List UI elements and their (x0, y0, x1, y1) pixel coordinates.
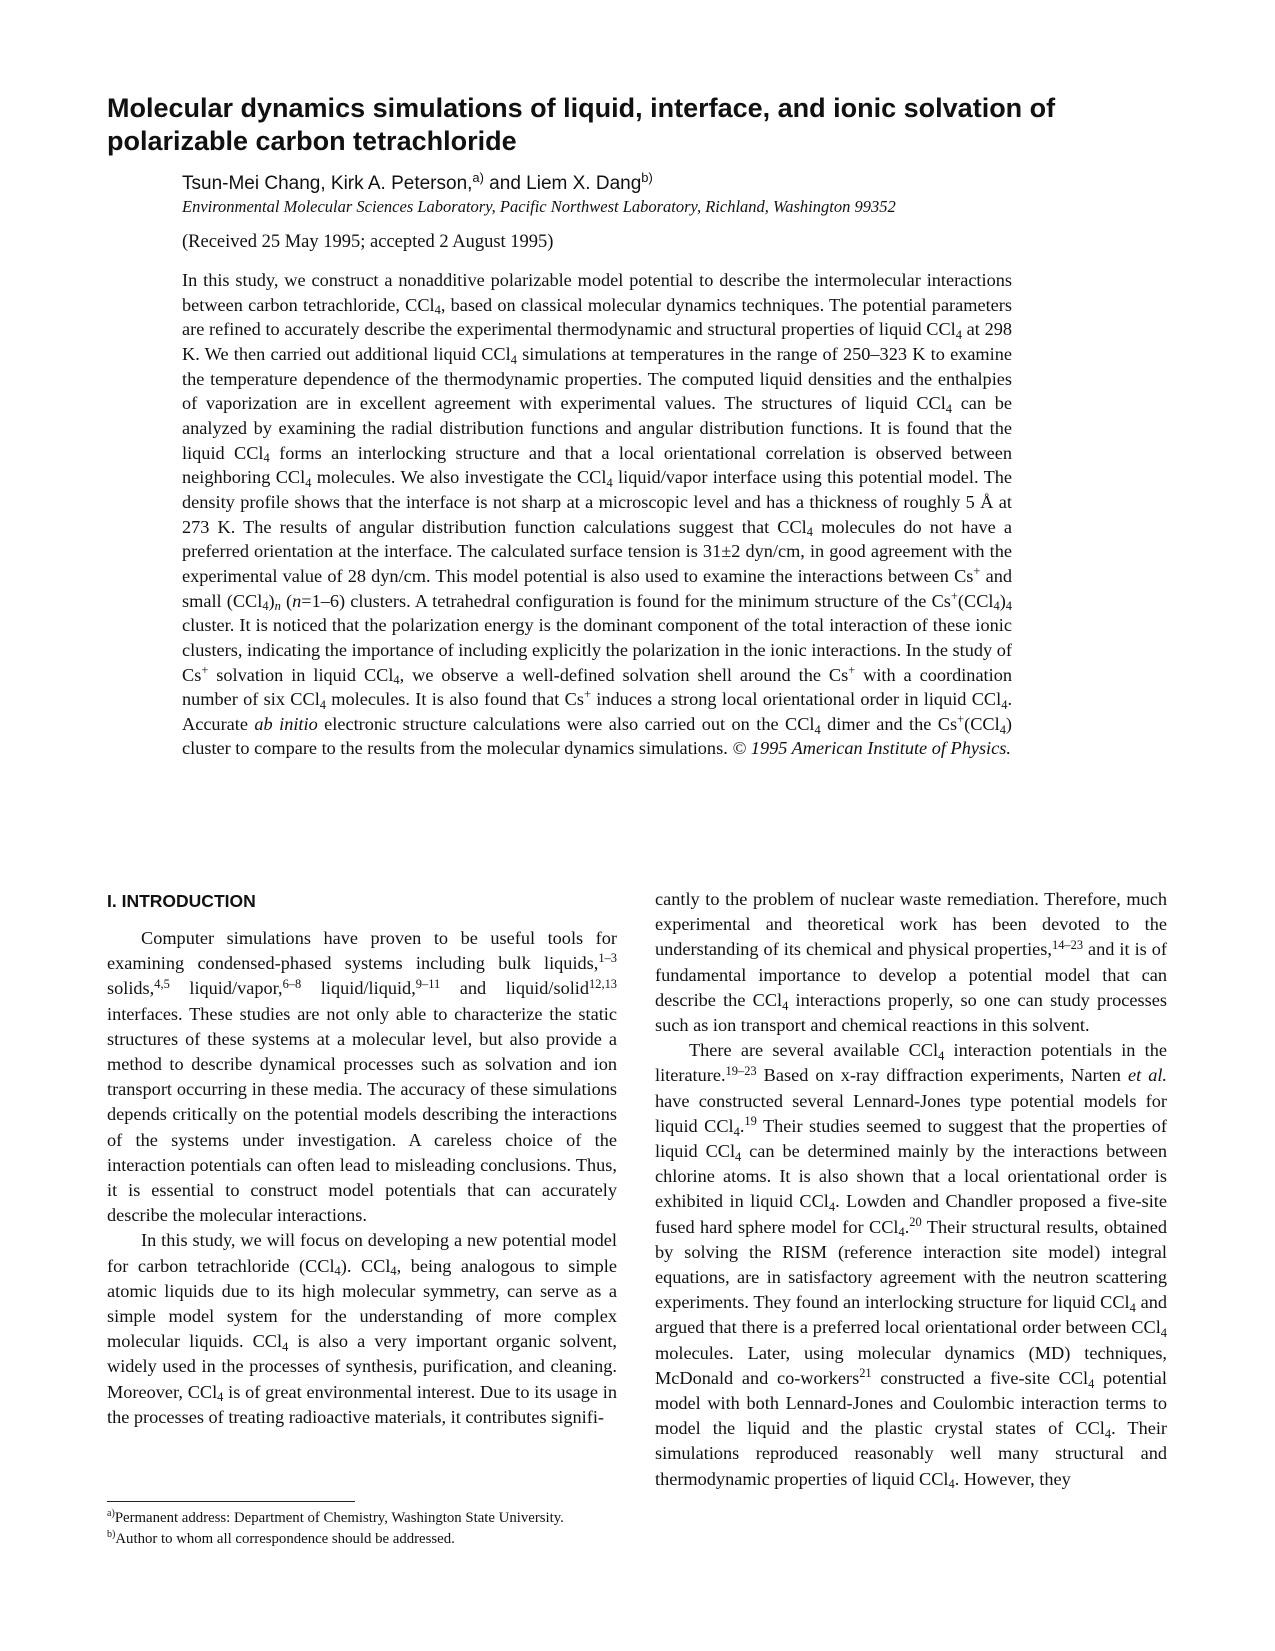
received-dates: (Received 25 May 1995; accepted 2 August 1995) (182, 232, 554, 252)
footnote: $^{a)}$Permanent address: Department of Chemistry, Washington State University. (107, 1508, 564, 1526)
footnote-mark: b) (107, 1529, 116, 1541)
copyright-notice: © 1995 American Institute of Physics. (732, 738, 1011, 759)
author-name: Liem X. Dang (526, 173, 642, 194)
footnote-mark: a) (107, 1508, 115, 1520)
body-paragraph: There are several available CCl$_4$ interaction potentials in the literature.$^{19-23}$ Based on x-ray diffraction experiments, Narten et al. have constructed several Lennard-Jones type potential models for liquid CCl$_4$.$^{19}$ Their studies seemed to suggest that the properties of liquid CCl$_4$ can be determined mainly by the interactions between chlorine atoms. It is also shown that a local orientational order is exhibited in liquid CCl$_4$. Lowden and Chandler proposed a five-site fused hard sphere model for CCl$_4$.$^{20}$ Their structural results, obtained by solving the RISM (reference interaction site model) integral equations, are in satisfactory agreement with the neutron scattering experiments. They found an interlocking structure for liquid CCl$_4$ and argued that there is a preferred local orientational order between CCl$_4$ molecules. Later, using molecular dynamics (MD) techniques, McDonald and co-workers$^{21}$ constructed a five-site CCl$_4$ potential model with both Lennard-Jones and Coulombic interaction terms to model the liquid and the plastic crystal states of CCl$_4$. Their simulations reproduced reasonably well many structural and thermodynamic properties of liquid CCl$_4$. However, they (655, 1040, 1168, 1492)
abstract: In this study, we construct a nonadditive polarizable model potential to describe the intermolecular interactions between carbon tetrachloride, CCl$_4$, based on classical molecular dynamics techniques. The potential parameters are refined to accurately describe the experimental thermodynamic and structural properties of liquid CCl$_4$ at 298 K. We then carried out additional liquid CCl$_4$ simulations at temperatures in the range of 250–323 K to examine the temperature dependence of the thermodynamic properties. The computed liquid densities and the enthalpies of vaporization are in excellent agreement with experimental values. The structures of liquid CCl$_4$ can be analyzed by examining the radial distribution functions and angular distribution functions. It is found that the liquid CCl$_4$ forms an interlocking structure and that a local orientational correlation is observed between neighboring CCl$_4$ molecules. We also investigate the CCl$_4$ liquid/vapor interface using this potential model. The density profile shows that the interface is not sharp at a microscopic level and has a thickness of roughly 5 Å at 273 K. The results of angular distribution function calculations suggest that CCl$_4$ molecules do not have a preferred orientation at the interface. The calculated surface tension is 31±2 dyn/cm, in good agreement with the experimental value of 28 dyn/cm. This model potential is also used to examine the interactions between Cs+ and small $(CCl_4)_n$ (n=1–6) clusters. A tetrahedral configuration is found for the minimum structure of the $Cs^+(CCl_4)_4$ cluster. It is noticed that the polarization energy is the dominant component of the total interaction of these ionic clusters, indicating the importance of including explicitly the polarization in the ionic interactions. In the study of Cs+ solvation in liquid CCl$_4$, we observe a well-defined solvation shell around the Cs+ with a coordination number of six CCl$_4$ molecules. It is also found that Cs+ induces a strong local orientational order in liquid CCl$_4$. Accurate ab initio electronic structure calculations were also carried out on the CCl$_4$ dimer and the Cs+(CCl$_4$) cluster to compare to the results from the molecular dynamics simulations. © 1995 American Institute of Physics. (182, 270, 1013, 759)
author-list: Tsun-Mei Chang, Kirk A. Peterson,$^{a)}$ and Liem X. Dang$^{b)}$ (182, 169, 653, 194)
left-column (107, 926, 617, 1430)
footnotes (107, 1509, 619, 1551)
footnote: $^{b)}$Author to whom all correspondence should be addressed. (107, 1529, 455, 1547)
body-paragraph: cantly to the problem of nuclear waste remediation. Therefore, much experimental and theoretical work has been devoted to the understanding of its chemical and physical properties,$^{14-23}$ and it is of fundamental importance to develop a potential model that can describe the CCl$_4$ interactions properly, so one can study processes such as ion transport and chemical reactions in this solvent. (655, 889, 1167, 1036)
author-name: Tsun-Mei Chang (182, 173, 321, 194)
footnote-divider (107, 1501, 355, 1502)
body-paragraph: Computer simulations have proven to be useful tools for examining condensed-phased systems including bulk liquids,$^{1-3}$ solids,$^{4,5}$ liquid/vapor,$^{6-8}$ liquid/liquid,$^{9-11}$ and liquid/solid$^{12,13}$ interfaces. These studies are not only able to characterize the static structures of these systems at a molecular level, but also provide a method to describe dynamical processes such as solvation and ion transport occurring in these media. The accuracy of these simulations depends critically on the potential models describing the interactions of the systems under investigation. A careless choice of the interaction potentials can often lead to misleading conclusions. Thus, it is essential to construct model potentials that can accurately describe the molecular interactions. (107, 928, 618, 1226)
footnote-mark: b) (641, 169, 653, 185)
article-title: Molecular dynamics simulations of liquid, interface, and ionic solvation of polarizable carbon tetrachloride (107, 93, 1056, 156)
right-column (655, 887, 1167, 1492)
footnote-mark: a) (472, 169, 484, 185)
affiliation: Environmental Molecular Sciences Laboratory, Pacific Northwest Laboratory, Richland, Washington 99352 (182, 197, 896, 216)
author-name: Kirk A. Peterson, (330, 173, 473, 194)
body-paragraph: In this study, we will focus on developing a new potential model for carbon tetrachloride (CCl$_4$). CCl$_4$, being analogous to simple atomic liquids due to its high molecular symmetry, can serve as a simple model system for the understanding of more complex molecular liquids. CCl$_4$ is also a very important organic solvent, widely used in the processes of synthesis, purification, and cleaning. Moreover, CCl$_4$ is of great environmental interest. Due to its usage in the processes of treating radioactive materials, it contributes signifi- (107, 1230, 617, 1427)
section-heading: I. INTRODUCTION (107, 891, 256, 911)
